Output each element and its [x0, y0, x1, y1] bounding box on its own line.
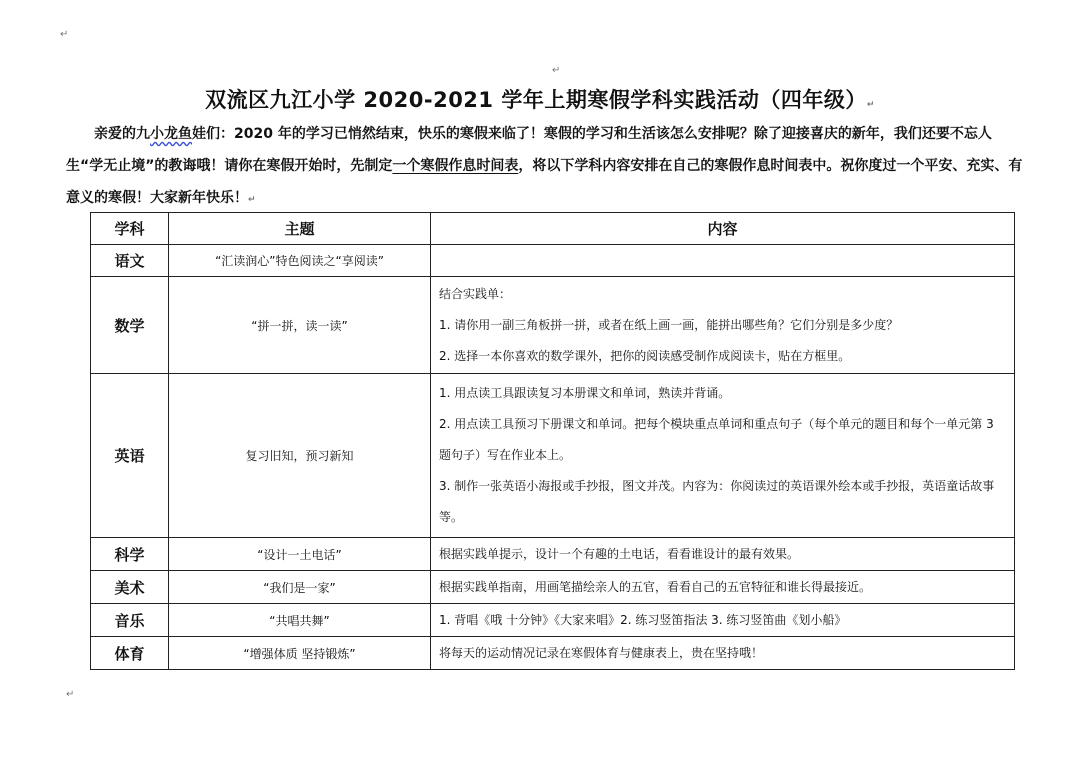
paragraph-mark: ↵ — [248, 195, 256, 205]
table-row — [91, 374, 1015, 538]
content-line: 1. 请你用一副三角板拼一拼，或者在纸上画一画，能拼出哪些角？它们分别是多少度？ — [439, 317, 899, 332]
header-subject: 学科 — [91, 213, 169, 245]
row-topic: 复习旧知，预习新知 — [169, 374, 431, 538]
intro-text-spellcheck: 小龙鱼 — [150, 126, 192, 142]
header-topic: 主题 — [169, 213, 431, 245]
row-content — [431, 277, 1015, 374]
intro-text: ，将以下学科内容安排在自己的寒假作息时间表中。祝你度过一个平安、充实、有意义的寒假！大家新年快乐！ — [66, 158, 1023, 206]
row-subject: 语文 — [91, 245, 169, 277]
content-line: 1. 用点读工具跟读复习本册课文和单词，熟读并背诵。 — [439, 386, 731, 400]
table-row — [91, 277, 1015, 374]
table-row — [91, 538, 1015, 571]
content-line: 2. 用点读工具预习下册课文和单词。把每个模块重点单词和重点句子（每个单元的题目和每个一单元第 3 题句子）写在作业本上。 — [439, 417, 994, 462]
content-line: 3. 制作一张英语小海报或手抄报，图文并茂。内容为：你阅读过的英语课外绘本或手抄报，英语童话故事等。 — [439, 479, 995, 524]
row-subject: 英语 — [91, 374, 169, 538]
intro-text-underlined: 一个寒假作息时间表 — [392, 158, 519, 174]
row-topic: “共唱共舞” — [169, 604, 431, 637]
title-text: 双流区九江小学 2020-2021 学年上期寒假学科实践活动（四年级） — [205, 88, 867, 112]
table-row — [91, 571, 1015, 604]
row-subject: 科学 — [91, 538, 169, 571]
row-content: 根据实践单指南，用画笔描绘亲人的五官，看看自己的五官特征和谁长得最接近。 — [431, 571, 1015, 604]
row-subject: 数学 — [91, 277, 169, 374]
table-row — [91, 245, 1015, 277]
intro-paragraph — [66, 118, 1026, 216]
intro-text: 娃们：2020 年的学习已悄然结束，快乐的寒假来临了！寒假的学习和生活该怎么安排呢？除了迎接喜庆的新年，我们还要不忘人生“学无止境”的教诲哦！请你在寒假开始时，先制定 — [66, 126, 992, 174]
paragraph-mark: ↵ — [66, 689, 75, 700]
row-content — [431, 374, 1015, 538]
row-subject: 美术 — [91, 571, 169, 604]
table-header-row — [91, 213, 1015, 245]
table-row — [91, 637, 1015, 670]
paragraph-mark: ↵ — [866, 100, 875, 110]
row-topic: “设计一土电话” — [169, 538, 431, 571]
activity-table — [90, 212, 1015, 670]
row-content: 根据实践单提示，设计一个有趣的土电话，看看谁设计的最有效果。 — [431, 538, 1015, 571]
document-title — [0, 84, 1080, 114]
row-subject: 体育 — [91, 637, 169, 670]
row-topic: “汇读润心”特色阅读之“享阅读” — [169, 245, 431, 277]
content-line: 2. 选择一本你喜欢的数学课外，把你的阅读感受制作成阅读卡，贴在方框里。 — [439, 348, 851, 363]
table-row — [91, 604, 1015, 637]
row-content: 1. 背唱《哦 十分钟》《大家来唱》2. 练习竖笛指法 3. 练习竖笛曲《划小船》 — [431, 604, 1015, 637]
paragraph-mark: ↵ — [552, 65, 561, 76]
row-content — [431, 245, 1015, 277]
header-content: 内容 — [431, 213, 1015, 245]
row-topic: “增强体质 坚持锻炼” — [169, 637, 431, 670]
row-topic: “拼一拼，读一读” — [169, 277, 431, 374]
row-content: 将每天的运动情况记录在寒假体育与健康表上，贵在坚持哦！ — [431, 637, 1015, 670]
intro-text: 亲爱的九 — [94, 126, 150, 142]
row-topic: “我们是一家” — [169, 571, 431, 604]
content-line: 结合实践单： — [439, 286, 512, 301]
row-subject: 音乐 — [91, 604, 169, 637]
paragraph-mark: ↵ — [60, 29, 69, 40]
